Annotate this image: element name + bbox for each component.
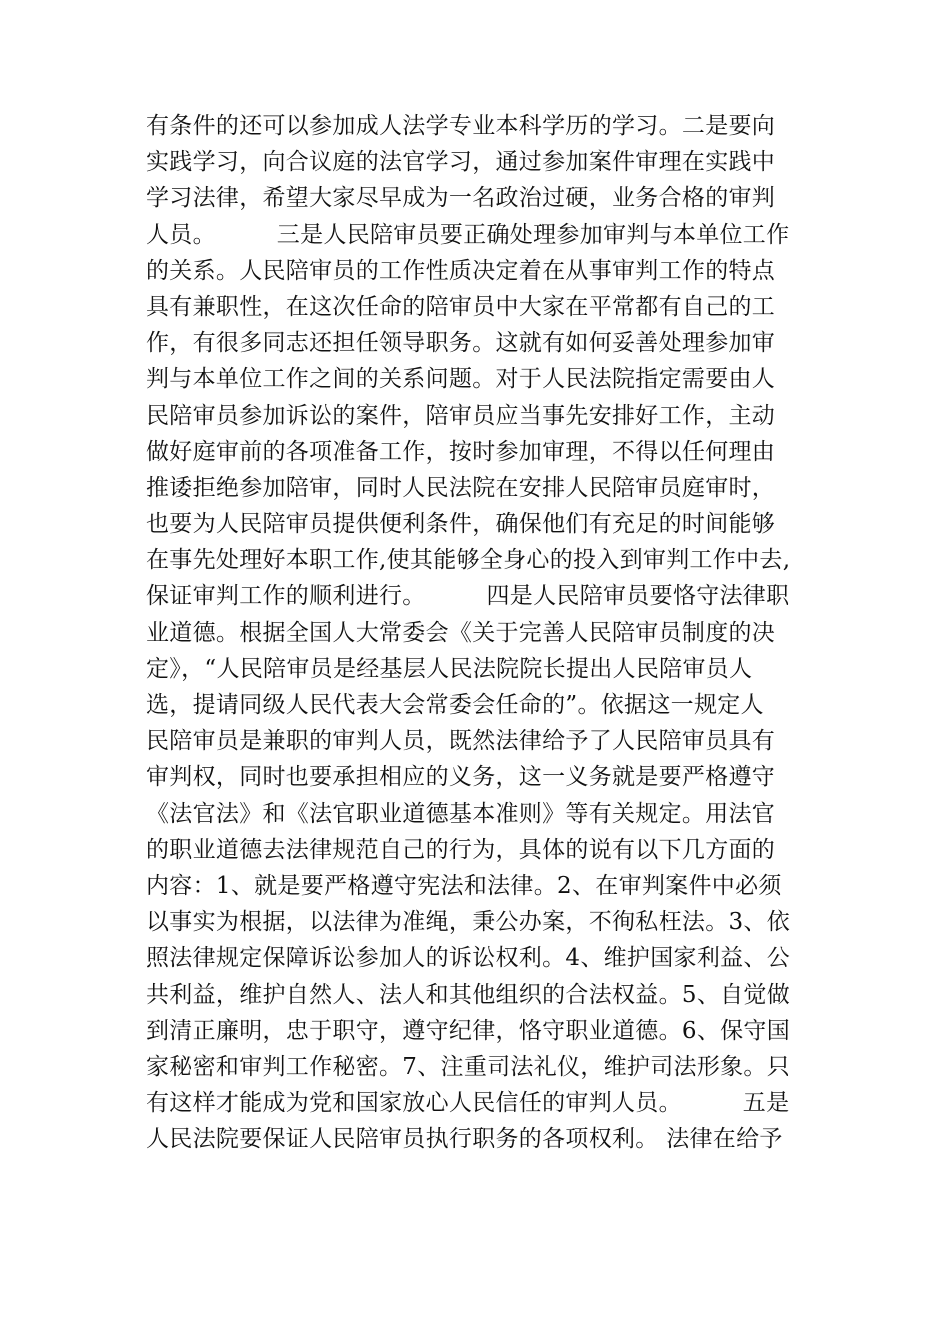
text-line: 人民法院要保证人民陪审员执行职务的各项权利。 法律在给予: [146, 1126, 783, 1153]
text-line: 具有兼职性，在这次任命的陪审员中大家在平常都有自己的工: [146, 293, 776, 320]
text-line: 做好庭审前的各项准备工作，按时参加审理，不得以任何理由: [146, 438, 776, 465]
document-body: [146, 108, 826, 1157]
text-line: 作，有很多同志还担任领导职务。这就有如何妥善处理参加审: [146, 330, 776, 357]
text-line: 推诿拒绝参加陪审，同时人民法院在安排人民陪审员庭审时，: [146, 474, 776, 501]
text-line: 定》，“人民陪审员是经基层人民法院院长提出人民陪审员人: [146, 655, 753, 682]
text-line: 民陪审员参加诉讼的案件，陪审员应当事先安排好工作，主动: [146, 402, 776, 429]
text-line: 家秘密和审判工作秘密。7、注重司法礼仪，维护司法形象。只: [146, 1053, 791, 1080]
text-line: 业道德。根据全国人大常委会《关于完善人民陪审员制度的决: [146, 619, 776, 646]
text-line: 保证审判工作的顺利进行。 四是人民陪审员要恪守法律职: [146, 583, 790, 610]
text-line: 学习法律，希望大家尽早成为一名政治过硬，业务合格的审判: [146, 185, 776, 212]
text-line: 选，提请同级人民代表大会常委会任命的”。依据这一规定人: [146, 692, 764, 718]
text-line: 在事先处理好本职工作,使其能够全身心的投入到审判工作中去,: [146, 547, 791, 574]
text-line: 也要为人民陪审员提供便利条件，确保他们有充足的时间能够: [146, 511, 776, 538]
text-line: 人员。 三是人民陪审员要正确处理参加审判与本单位工作: [146, 221, 790, 248]
text-line: 的职业道德去法律规范自己的行为，具体的说有以下几方面的: [146, 836, 776, 863]
text-line: 照法律规定保障诉讼参加人的诉讼权利。4、维护国家利益、公: [146, 945, 791, 972]
text-line: 判与本单位工作之间的关系问题。对于人民法院指定需要由人: [146, 366, 776, 393]
text-line: 审判权，同时也要承担相应的义务，这一义务就是要严格遵守: [146, 764, 776, 791]
text-line: 的关系。人民陪审员的工作性质决定着在从事审判工作的特点: [146, 257, 776, 284]
text-line: 《法官法》和《法官职业道德基本准则》等有关规定。用法官: [146, 800, 776, 827]
text-line: 有条件的还可以参加成人法学专业本科学历的学习。二是要向: [146, 113, 776, 139]
text-line: 有这样才能成为党和国家放心人民信任的审判人员。 五是: [146, 1090, 790, 1117]
text-line: 内容：1、就是要严格遵守宪法和法律。2、在审判案件中必须: [146, 872, 782, 899]
text-line: 共利益，维护自然人、法人和其他组织的合法权益。5、自觉做: [146, 981, 791, 1008]
text-line: 实践学习，向合议庭的法官学习，通过参加案件审理在实践中: [146, 149, 776, 176]
text-line: 到清正廉明，忠于职守，遵守纪律，恪守职业道德。6、保守国: [146, 1017, 791, 1044]
text-line: 以事实为根据，以法律为准绳，秉公办案，不徇私枉法。3、依: [146, 909, 791, 936]
text-line: 民陪审员是兼职的审判人员，既然法律给予了人民陪审员具有: [146, 728, 776, 755]
